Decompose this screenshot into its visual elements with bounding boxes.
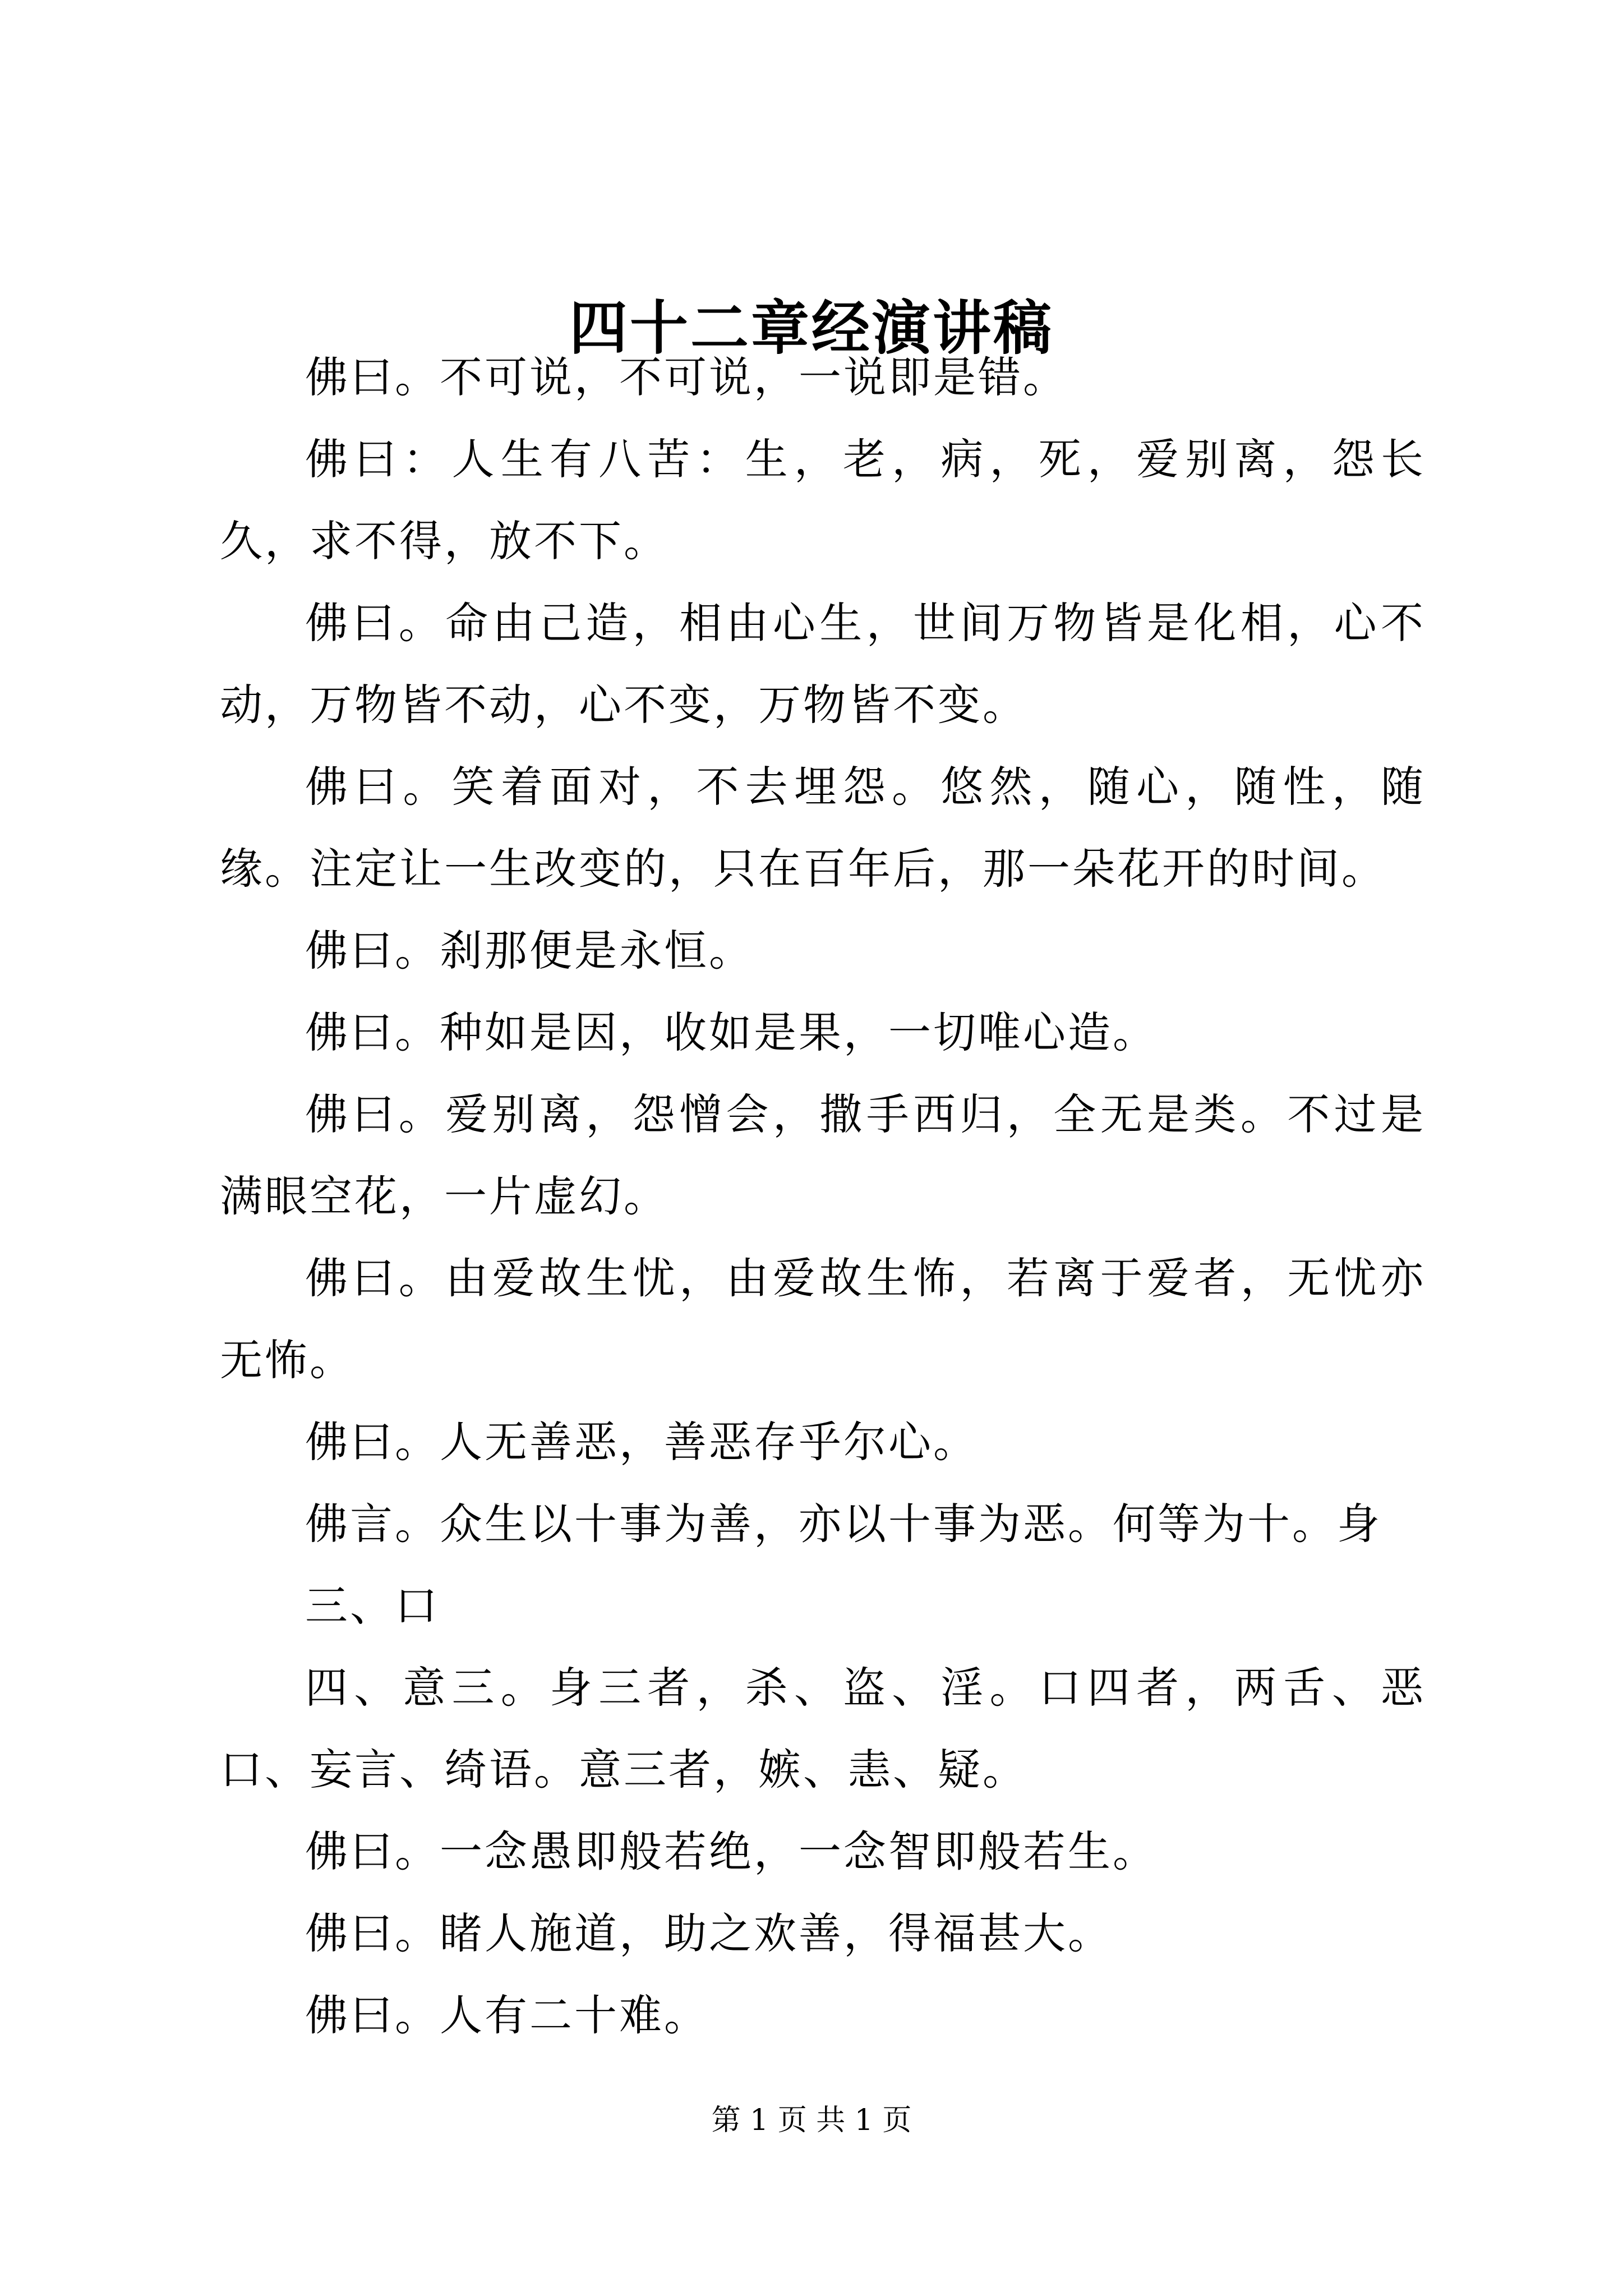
paragraph: 佛曰。一念愚即般若绝，一念智即般若生。 — [305, 1826, 1158, 1876]
paragraph: 佛曰。由爱故生忧，由爱故生怖，若离于爱者，无忧亦无怖。 — [220, 1253, 1426, 1385]
paragraph: 佛曰。睹人施道，助之欢善，得福甚大。 — [305, 1908, 1113, 1958]
paragraph: 佛曰。刹那便是永恒。 — [305, 926, 754, 976]
paragraph: 四、意三。身三者，杀、盗、淫。口四者，两舌、恶口、妄言、绮语。意三者，嫉、恚、疑。 — [220, 1663, 1426, 1795]
paragraph: 佛曰。爱别离，怨憎会，撒手西归，全无是类。不过是满眼空花，一片虚幻。 — [220, 1089, 1426, 1221]
paragraph: 佛曰。种如是因，收如是果，一切唯心造。 — [305, 1007, 1158, 1057]
paragraph: 佛曰。不可说，不可说，一说即是错。 — [305, 352, 1068, 402]
paragraph: 佛曰。命由己造，相由心生，世间万物皆是化相，心不动，万物皆不动，心不变，万物皆不变。 — [220, 598, 1426, 730]
paragraph: 佛言。众生以十事为善，亦以十事为恶。何等为十。身 — [305, 1499, 1382, 1549]
page-footer: 第 1 页 共 1 页 — [711, 2104, 912, 2137]
paragraph: 三、口 — [305, 1581, 440, 1631]
paragraph: 佛曰。笑着面对，不去埋怨。悠然，随心，随性，随缘。注定让一生改变的，只在百年后，那一朵花开的时间。 — [220, 762, 1426, 894]
document-title: 四十二章经演讲稿 — [569, 293, 1054, 362]
paragraph: 佛曰。人无善恶，善恶存乎尔心。 — [305, 1417, 978, 1467]
document-body — [220, 337, 1426, 2056]
paragraph: 佛曰。人有二十难。 — [305, 1990, 709, 2040]
paragraph: 佛曰：人生有八苦：生，老，病，死，爱别离，怨长久，求不得，放不下。 — [220, 434, 1426, 566]
